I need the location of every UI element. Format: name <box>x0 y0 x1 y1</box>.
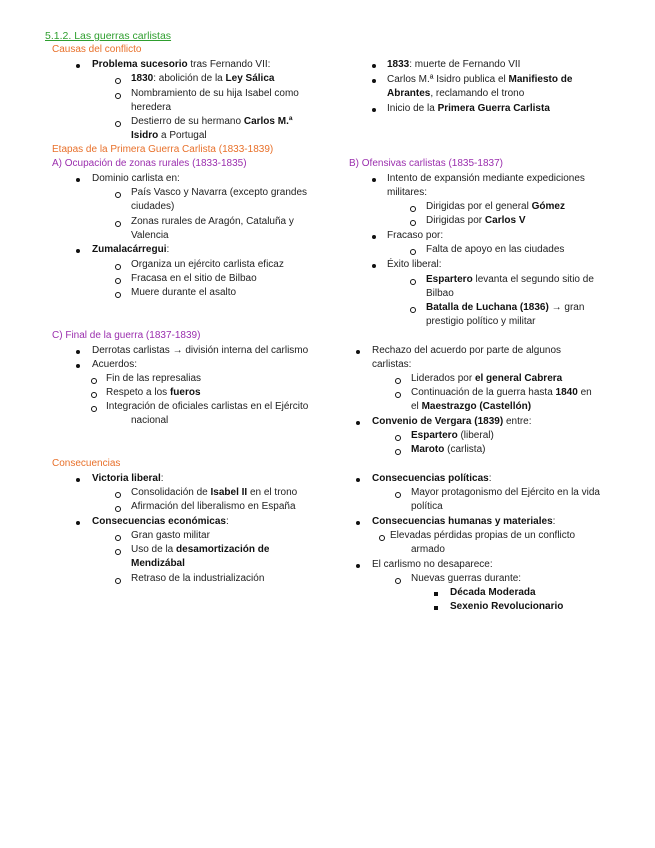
bullet-icon <box>372 79 376 83</box>
stage-c-rechazo: Rechazo del acuerdo por parte de algunos <box>372 345 562 356</box>
cons-carlismo: El carlismo no desaparece: <box>372 559 493 570</box>
stage-a-paisvasco-cont: ciudades) <box>131 201 175 212</box>
sub-bullet-icon <box>115 264 121 270</box>
sub-bullet-icon <box>410 220 416 226</box>
stage-c-integracion: Integración de oficiales carlistas en el Ejército <box>106 401 309 412</box>
stage-a-paisvasco: País Vasco y Navarra (excepto grandes <box>131 187 308 198</box>
stage-b-fracaso: Fracaso por: <box>387 230 444 241</box>
stage-c-fueros: Respeto a los fueros <box>106 387 201 398</box>
stages-heading: Etapas de la Primera Guerra Carlista (1833-1839) <box>52 144 274 155</box>
bullet-icon <box>76 350 80 354</box>
causes-sub-destierro: Destierro de su hermano Carlos M.ª <box>131 116 293 127</box>
cons-nuevas-guerras: Nuevas guerras durante: <box>411 573 522 584</box>
cons-liberalismo: Afirmación del liberalismo en España <box>131 501 296 512</box>
stage-b-luchana: Batalla de Luchana (1836) → gran <box>426 302 585 313</box>
stage-a-organiza: Organiza un ejército carlista eficaz <box>131 259 284 270</box>
sub-bullet-icon <box>395 449 401 455</box>
sub-bullet-icon <box>115 578 121 584</box>
cons-isabel: Consolidación de Isabel II en el trono <box>131 487 298 498</box>
sub-bullet-icon <box>395 378 401 384</box>
bullet-icon <box>356 521 360 525</box>
cons-retraso: Retraso de la industrialización <box>131 573 265 584</box>
causes-sub-destierro-cont: Isidro a Portugal <box>131 130 207 141</box>
stage-a-zonas-cont: Valencia <box>131 230 169 241</box>
bullet-icon <box>372 64 376 68</box>
cons-decada-moderada: Década Moderada <box>450 587 536 598</box>
sub-bullet-icon <box>115 278 121 284</box>
bullet-icon <box>76 64 80 68</box>
stage-b-falta: Falta de apoyo en las ciudades <box>426 244 565 255</box>
sub-bullet-icon <box>410 307 416 313</box>
causes-inicio-item: Inicio de la Primera Guerra Carlista <box>387 103 550 114</box>
stage-b-exito: Éxito liberal: <box>387 259 442 270</box>
cons-politicas: Consecuencias políticas: <box>372 473 492 484</box>
cons-sexenio: Sexenio Revolucionario <box>450 601 564 612</box>
stage-b-espartero-cont: Bilbao <box>426 288 454 299</box>
stage-b-intento: Intento de expansión mediante expediciones <box>387 173 585 184</box>
bullet-icon <box>356 350 360 354</box>
stage-c-vergara: Convenio de Vergara (1839) entre: <box>372 416 532 427</box>
causes-sub-isabel-cont: heredera <box>131 102 172 113</box>
stage-c-integracion-cont: nacional <box>131 415 169 426</box>
cons-perdidas-cont: armado <box>411 544 445 555</box>
stage-b-intento-cont: militares: <box>387 187 428 198</box>
cons-ejercito-cont: política <box>411 501 443 512</box>
stage-c-rechazo-cont: carlistas: <box>372 359 412 370</box>
stage-a-dominio: Dominio carlista en: <box>92 173 180 184</box>
sub-bullet-icon <box>115 292 121 298</box>
sub-bullet-icon <box>91 406 97 412</box>
bullet-icon <box>372 178 376 182</box>
stage-b-carlosv: Dirigidas por Carlos V <box>426 215 526 226</box>
square-bullet-icon <box>434 592 438 596</box>
sub-bullet-icon <box>395 435 401 441</box>
stage-b-luchana-cont: prestigio político y militar <box>426 316 536 327</box>
causes-manifiesto-cont: Abrantes, reclamando el trono <box>387 88 525 99</box>
bullet-icon <box>372 108 376 112</box>
consequences-heading: Consecuencias <box>52 458 121 469</box>
square-bullet-icon <box>434 606 438 610</box>
bullet-icon <box>76 249 80 253</box>
bullet-icon <box>356 421 360 425</box>
stage-c-maroto: Maroto (carlista) <box>411 444 486 455</box>
sub-bullet-icon <box>395 578 401 584</box>
cons-humanas: Consecuencias humanas y materiales: <box>372 516 556 527</box>
stage-c-heading: C) Final de la guerra (1837-1839) <box>52 330 201 341</box>
bullet-icon <box>372 264 376 268</box>
stage-c-continuacion: Continuación de la guerra hasta 1840 en <box>411 387 592 398</box>
causes-1833-item: 1833: muerte de Fernando VII <box>387 59 521 70</box>
stage-c-cabrera: Liderados por el general Cabrera <box>411 373 563 384</box>
stage-c-represalias: Fin de las represalias <box>106 373 202 384</box>
stage-b-gomez: Dirigidas por el general Gómez <box>426 201 565 212</box>
sub-bullet-icon <box>115 192 121 198</box>
stage-a-heading: A) Ocupación de zonas rurales (1833-1835) <box>52 158 247 169</box>
stage-c-espartero: Espartero (liberal) <box>411 430 494 441</box>
sub-bullet-icon <box>115 506 121 512</box>
sub-bullet-icon <box>115 93 121 99</box>
cons-desamortizacion-cont: Mendizábal <box>131 558 185 569</box>
sub-bullet-icon <box>115 78 121 84</box>
causes-manifiesto-item: Carlos M.ª Isidro publica el Manifiesto de <box>387 74 573 85</box>
sub-bullet-icon <box>115 221 121 227</box>
causes-sub-1830: 1830: abolición de la Ley Sálica <box>131 73 275 84</box>
stage-c-continuacion-cont: el Maestrazgo (Castellón) <box>411 401 532 412</box>
bullet-icon <box>76 364 80 368</box>
bullet-icon <box>356 478 360 482</box>
sub-bullet-icon <box>115 121 121 127</box>
cons-desamortizacion: Uso de la desamortización de <box>131 544 270 555</box>
sub-bullet-icon <box>379 535 385 541</box>
stage-c-acuerdos: Acuerdos: <box>92 359 138 370</box>
stage-a-zonas: Zonas rurales de Aragón, Cataluña y <box>131 216 294 227</box>
sub-bullet-icon <box>115 549 121 555</box>
bullet-icon <box>76 178 80 182</box>
stage-b-heading: B) Ofensivas carlistas (1835-1837) <box>349 158 503 169</box>
causes-sub-isabel: Nombramiento de su hija Isabel como <box>131 88 299 99</box>
bullet-icon <box>76 521 80 525</box>
stage-b-espartero: Espartero levanta el segundo sitio de <box>426 274 594 285</box>
sub-bullet-icon <box>395 492 401 498</box>
sub-bullet-icon <box>410 279 416 285</box>
sub-bullet-icon <box>115 492 121 498</box>
cons-perdidas: Elevadas pérdidas propias de un conflicto <box>390 530 576 541</box>
cons-victoria: Victoria liberal: <box>92 473 164 484</box>
stage-c-derrotas: Derrotas carlistas → división interna del carlismo <box>92 345 309 356</box>
stage-a-fracasa: Fracasa en el sitio de Bilbao <box>131 273 257 284</box>
bullet-icon <box>356 564 360 568</box>
sub-bullet-icon <box>395 392 401 398</box>
section-title: 5.1.2. Las guerras carlistas <box>45 30 172 42</box>
sub-bullet-icon <box>410 206 416 212</box>
stage-a-zumalacarregui: Zumalacárregui: <box>92 244 170 255</box>
sub-bullet-icon <box>91 378 97 384</box>
bullet-icon <box>76 478 80 482</box>
stage-a-muere: Muere durante el asalto <box>131 287 237 298</box>
sub-bullet-icon <box>91 392 97 398</box>
sub-bullet-icon <box>115 535 121 541</box>
cons-economicas: Consecuencias económicas: <box>92 516 229 527</box>
causes-problem-item: Problema sucesorio tras Fernando VII: <box>92 59 271 70</box>
cons-ejercito: Mayor protagonismo del Ejército en la vida <box>411 487 600 498</box>
cons-gasto: Gran gasto militar <box>131 530 210 541</box>
bullet-icon <box>372 235 376 239</box>
causes-heading: Causas del conflicto <box>52 44 142 55</box>
sub-bullet-icon <box>410 249 416 255</box>
